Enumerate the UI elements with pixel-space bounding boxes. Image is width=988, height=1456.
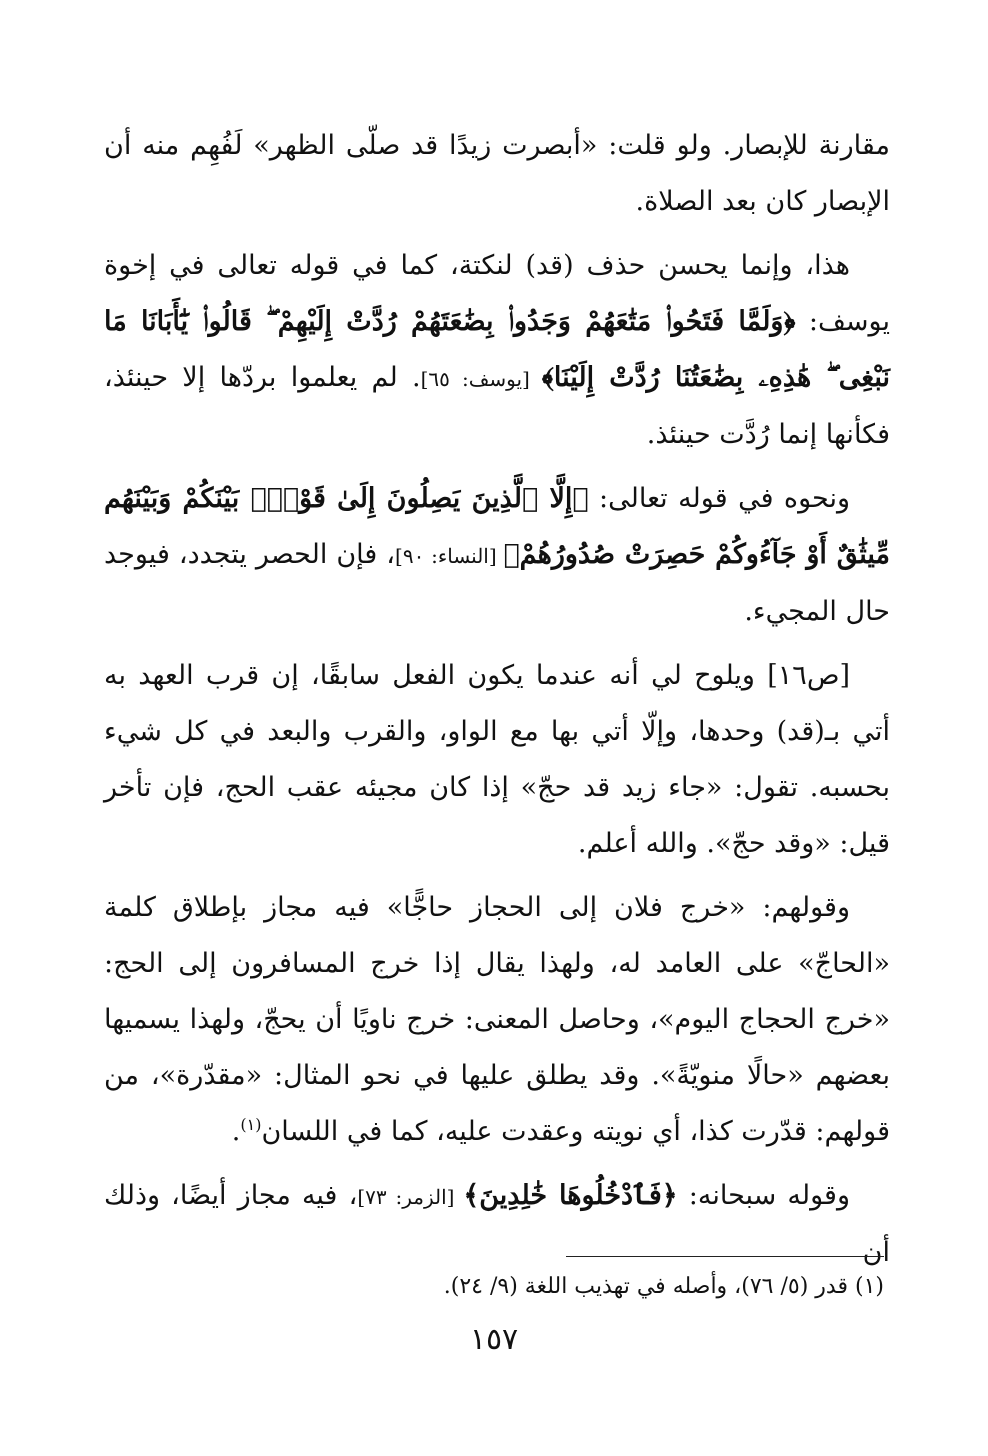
footnote-divider xyxy=(566,1256,884,1257)
paragraph-3-lead: ونحوه في قوله تعالى: xyxy=(588,483,851,514)
paragraph-3-tail: ، فإن الحصر يتجدد، فيوجد حال المجيء. xyxy=(104,539,890,627)
quran-quote-nisa: ﴿إِلَّا ٱلَّذِينَ يَصِلُونَ إِلَىٰ قَوْمٍۭ بَيْنَكُمْ وَبَيْنَهُم مِّيثَٰقٌ أَوْ جَآءُوكُمْ حَصِرَتْ صُدُورُهُمْ﴾ xyxy=(104,483,891,570)
footnote-text: (١) قدر (٥/ ٧٦)، وأصله في تهذيب اللغة (٩/ ٢٤). xyxy=(443,1274,884,1299)
paragraph-4 xyxy=(104,648,890,872)
quran-quote-zumar: ﴿فَٱدْخُلُوهَا خَٰلِدِينَ﴾ xyxy=(463,1180,678,1211)
footnote-marker[interactable]: (١) xyxy=(240,1115,262,1134)
paragraph-5-end: . xyxy=(231,1116,241,1147)
page-body xyxy=(104,118,890,1281)
paragraph-6 xyxy=(104,1168,890,1281)
paragraph-5-text: وقولهم: «خرج فلان إلى الحجاز حاجًّا» فيه مجاز بإطلاق كلمة «الحاجّ» على العامد له، ولهذا يقال إذا خرج المسافرون إلى الحج: «خرج الحجاج اليوم»، وحاصل المعنى: خرج ناويًا أن يحجّ، ولهذا يسميها بعضهم «حالًا منويّةً». وقد يطلق عليها في نحو المثال: «مقدّرة»، من قولهم: قدّرت كذا، أي نويته وعقدت عليه، كما في اللسان xyxy=(104,892,890,1147)
page-number xyxy=(0,1320,988,1360)
paragraph-2 xyxy=(104,238,890,463)
paragraph-6-tail: ، فيه مجاز أيضًا، وذلك أن xyxy=(104,1180,890,1268)
paragraph-2-tail: . لم يعلموا بردّها إلا حينئذ، فكأنها إنما رُدَّت حينئذ. xyxy=(104,362,890,450)
verse-reference-zumar: [الزمر: ٧٣] xyxy=(357,1185,464,1209)
paragraph-5 xyxy=(104,880,890,1160)
verse-reference-nisa: [النساء: ٩٠] xyxy=(395,544,504,568)
footnote xyxy=(98,1270,884,1304)
paragraph-1-text: مقارنة للإبصار. ولو قلت: «أبصرت زيدًا قد صلّى الظهر» لَفُهِم منه أن الإبصار كان بعد الصلاة. xyxy=(104,130,890,217)
verse-reference-yusuf: [يوسف: ٦٥] xyxy=(420,367,542,391)
page-number-text: ١٥٧ xyxy=(469,1322,519,1357)
paragraph-1 xyxy=(104,118,890,230)
paragraph-4-text: [ص١٦] ويلوح لي أنه عندما يكون الفعل سابقًا، إن قرب العهد به أتي بـ(قد) وحدها، وإلّا أتي بها مع الواو، والقرب والبعد في كل شيء بحسبه. تقول: «جاء زيد قد حجّ» إذا كان مجيئه عقب الحج، فإن تأخر قيل: «وقد حجّ». والله أعلم. xyxy=(104,660,890,859)
paragraph-3 xyxy=(104,471,890,640)
paragraph-6-lead: وقوله سبحانه: xyxy=(677,1180,850,1211)
paragraph-2-lead: هذا، وإنما يحسن حذف (قد) لنكتة، كما في قوله تعالى في إخوة يوسف: xyxy=(104,250,891,337)
quran-quote-yusuf: ﴿وَلَمَّا فَتَحُوا۟ مَتَٰعَهُمْ وَجَدُوا۟ بِضَٰعَتَهُمْ رُدَّتْ إِلَيْهِمْ ۖ قَالُوا۟ يَٰٓأَبَانَا مَا نَبْغِى ۖ هَٰذِهِۦ بِضَٰعَتُنَا رُدَّتْ إِلَيْنَا﴾ xyxy=(104,306,890,393)
